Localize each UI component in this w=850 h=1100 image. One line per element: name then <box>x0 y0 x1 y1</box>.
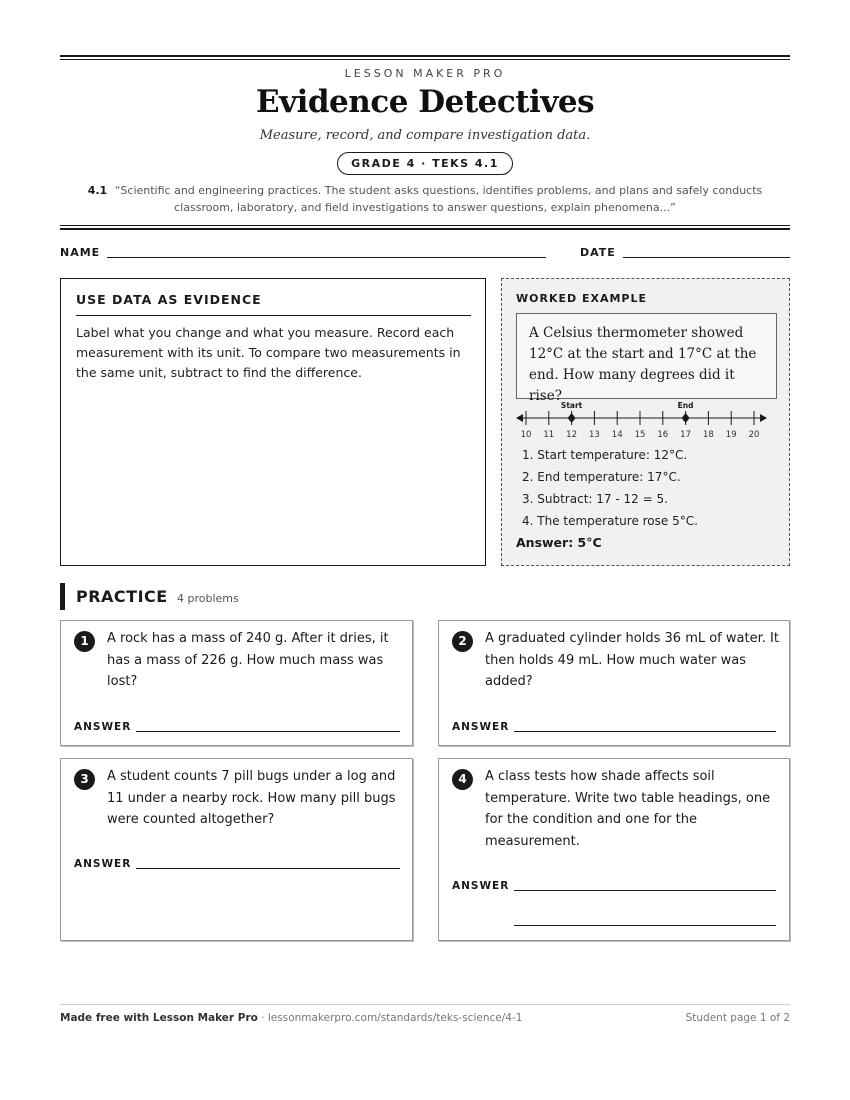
footer-credit <box>60 1012 522 1024</box>
end-point-marker <box>682 413 690 423</box>
answer-label: ANSWER <box>74 858 132 870</box>
number-line-tick-label: 13 <box>588 430 600 440</box>
answer-line[interactable] <box>514 731 776 732</box>
standard-code: 4.1 <box>87 184 108 197</box>
number-line-tick-label: 11 <box>543 430 555 440</box>
start-point-marker <box>568 413 576 423</box>
number-line-tick-label: 10 <box>520 430 532 440</box>
problem-text: A class tests how shade affects soil temperature. Write two table headings, one for the condition and one for the measurement. <box>485 769 771 849</box>
number-line <box>516 399 772 444</box>
number-line-tick-label: 20 <box>748 430 760 440</box>
practice-count: 4 problems <box>177 592 239 605</box>
worked-step: 1. Start temperature: 12°C. <box>522 448 688 462</box>
page-title: Evidence Detectives <box>255 84 595 120</box>
footer-made-with: Made free with Lesson Maker Pro <box>60 1012 258 1024</box>
worked-example-steps <box>522 444 782 532</box>
practice-title: PRACTICE <box>76 587 168 606</box>
evidence-body: Label what you change and what you measure. Record each measurement with its unit. To compare two measurements in the same unit, subtract to find the difference. <box>76 325 461 380</box>
answer-line-2[interactable] <box>514 925 776 926</box>
number-line-tick-label: 14 <box>611 430 623 440</box>
answer-label: ANSWER <box>74 721 132 733</box>
brand-name: LESSON MAKER PRO <box>344 67 506 80</box>
start-point-label: Start <box>560 401 583 410</box>
number-line-tick-label: 17 <box>680 430 692 440</box>
answer-line[interactable] <box>514 890 776 891</box>
page-subtitle: Measure, record, and compare investigation data. <box>259 128 591 143</box>
number-line-tick-label: 18 <box>702 430 714 440</box>
answer-label: ANSWER <box>452 721 510 733</box>
answer-line[interactable] <box>136 868 400 869</box>
number-line-tick-label: 12 <box>566 430 578 440</box>
answer-line[interactable] <box>136 731 400 732</box>
number-line-tick-label: 16 <box>657 430 669 440</box>
problem-text: A graduated cylinder holds 36 mL of water. It then holds 49 mL. How much water was added? <box>485 631 779 689</box>
problem-card-4 <box>438 758 790 941</box>
header-bottom-rule <box>60 225 790 230</box>
footer-page-number: Student page 1 of 2 <box>685 1012 790 1024</box>
number-line-tick-label: 19 <box>725 430 737 440</box>
worked-step: 3. Subtract: 17 - 12 = 5. <box>522 492 668 506</box>
worked-step: 4. The temperature rose 5°C. <box>522 514 698 528</box>
evidence-title: USE DATA AS EVIDENCE <box>76 292 262 307</box>
problem-card-3 <box>60 758 413 941</box>
name-label: NAME <box>60 246 101 259</box>
worksheet-page <box>60 0 790 1100</box>
problem-number: 4 <box>452 769 473 790</box>
answer-label: ANSWER <box>452 880 510 892</box>
end-point-label: End <box>677 401 694 410</box>
problem-number: 1 <box>74 631 95 652</box>
worked-example-box <box>501 278 790 566</box>
standard-description <box>60 182 790 216</box>
right-arrow-icon <box>760 414 767 422</box>
worked-step: 2. End temperature: 17°C. <box>522 470 681 484</box>
header-top-rule <box>60 55 790 60</box>
problem-card-1 <box>60 620 413 746</box>
grade-badge: GRADE 4 · TEKS 4.1 <box>337 152 513 175</box>
number-line-tick-label: 15 <box>634 430 646 440</box>
problem-text: A student counts 7 pill bugs under a log and 11 under a nearby rock. How many pill bugs were counted altogether? <box>107 769 396 827</box>
problem-text: A rock has a mass of 240 g. After it dries, it has a mass of 226 g. How much mass was lost? <box>107 631 389 689</box>
practice-accent-bar <box>60 583 65 610</box>
worked-example-answer: Answer: 5°C <box>516 535 602 550</box>
footer-link[interactable]: · lessonmakerpro.com/standards/teks-science/4-1 <box>261 1012 523 1024</box>
evidence-box <box>60 278 486 566</box>
problem-number: 2 <box>452 631 473 652</box>
problem-card-2 <box>438 620 790 746</box>
grade-badge-wrap <box>60 152 790 175</box>
problem-number: 3 <box>74 769 95 790</box>
evidence-divider <box>76 315 471 316</box>
worked-example-problem: A Celsius thermometer showed 12°C at the start and 17°C at the end. How many degrees did it rise? <box>516 313 777 399</box>
left-arrow-icon <box>516 414 523 422</box>
name-field[interactable] <box>107 257 546 258</box>
date-label: DATE <box>580 246 616 259</box>
footer-divider <box>60 1004 790 1005</box>
standard-text: “Scientific and engineering practices. The student asks questions, identifies problems, and plans and safely conducts classroom, laboratory, and field investigations to answer questions, explain phenomena...” <box>114 184 763 214</box>
date-field[interactable] <box>623 257 790 258</box>
worked-example-title: WORKED EXAMPLE <box>516 292 647 305</box>
